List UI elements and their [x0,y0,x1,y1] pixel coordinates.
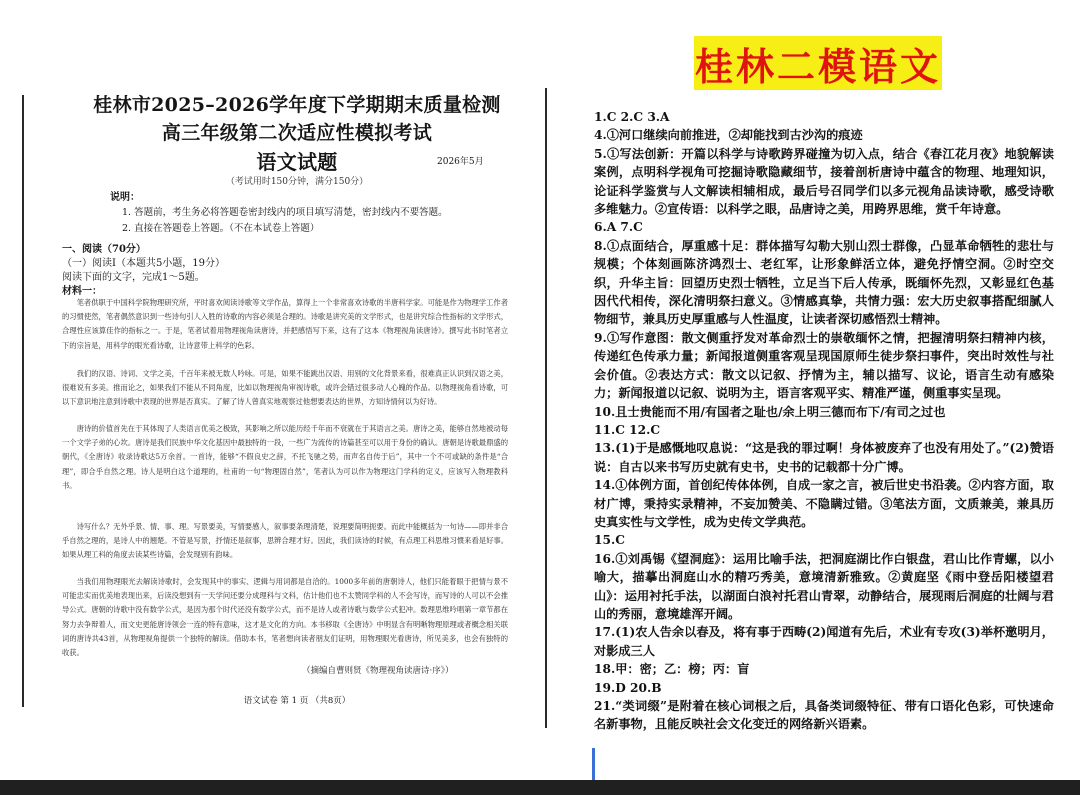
answer-line: 18.甲：密；乙：榜；丙：盲 [594,662,750,677]
answer-line: 6.A 7.C [594,220,643,235]
page-edge-line [22,95,24,707]
passage-paragraph: 诗写什么？无外乎景、情、事、理。写景要美，写情要感人，叙事要条理清楚，说理要简明扼要。而此中能概括为一句诗——即并非合乎自然之理的，是诗人中的翘楚。不管是写景，抒情还是叙事，思辨合理才好。因此，我们读诗的时候，有点理工科思维习惯来看是好事。如果从理工科的角度去读某些诗篇，会发现别有韵味。 [62,522,508,560]
note-item: 1. 答题前，考生务必将答题卷密封线内的项目填写清楚，密封线内不要答题。 [122,207,448,218]
answer-line: 10.且士贵能而不用/有国者之耻也/余上明三德而布下/有司之过也 [594,404,946,419]
note-item: 2. 直接在答题卷上答题。（不在本试卷上答题） [122,223,320,234]
subsection-heading: （一）阅读Ⅰ（本题共5小题，19分） [62,258,226,269]
answer-line: 11.C 12.C [594,422,661,437]
notes-title: 说明： [110,192,140,203]
answer-line: 8.①点面结合，厚重感十足：群体描写勾勒大别山烈士群像，凸显革命牺牲的悲壮与规模；个体刻画陈济鸿烈士、老红军，让形象鲜活立体，避免抒情空洞。②时空交织，升华主旨：回望历史烈士牺牲，立足当下后人传承，既缅怀先烈，又彰显红色基因代代相传，深化清明祭扫意义。③情感真挚，共情力强：宏大历史叙事搭配细腻人物细节，兼具历史厚重感与人性温度，让读者深切感悟烈士精神。 [594,238,1054,327]
section-heading: 一、阅读（70分） [62,244,146,255]
exam-date: 2026年5月 [437,157,484,167]
answer-line: 17.(1)农人告余以春及，将有事于西畴(2)闻道有先后，术业有专攻(3)举杯邀明月，对影成三人 [594,625,1054,658]
banner-text: 桂林二模语文 [694,44,941,89]
answer-line: 5.①写法创新：开篇以科学与诗歌跨界碰撞为切入点，结合《春江花月夜》地貌解读案例，点明科学视角可挖掘诗歌隐藏细节，接着剖析唐诗中蕴含的物理、地理知识，论证科学鉴赏与人文解读相辅相成，最后号召同学们以多元视角品读诗歌，感受诗歌多维魅力。②宣传语：以科学之眼，品唐诗之美，用跨界思维，赏千年诗意。 [594,146,1054,217]
reading-instruction: 阅读下面的文字，完成1～5题。 [62,272,205,283]
exam-paper-page [62,88,532,728]
title-banner [694,36,942,90]
passage-paragraph: 笔者供职于中国科学院物理研究所，平时喜欢阅读诗歌等文学作品，算得上一个非常喜欢诗歌的半唐科学家。可能是作为物理学工作者的习惯使然，笔者偶然意识到一些诗句引人入胜的诗歌的内容必须是合理的。诗歌是讲究美的文学形式，也是讲究综合性指标的文学形式，合理性应该算佳作的指标之一。于是，笔者试着用物理视角读唐诗，并把感悟写下来，这有了这本《物理视角读唐诗》。撰写此书时笔者立下的宗旨是，用科学的眼光看诗歌，让诗意带上科学的色彩。 [62,298,508,350]
passage-paragraph: 唐诗的价值首先在于其体现了人类语言优美之极致，其影响之所以能历经千年而不衰就在于其语言之美。唐诗之美，能够自然地被动每一个文学子弟的心坎。唐诗是我们民族中华文化基因中最独特的一段，一些广为流传的诗篇甚至可以用于身份的确认。唐朝是诗歌最鼎盛的朝代，《全唐诗》收录诗歌达5万余首。一首诗，能够“不假良史之辞，不托飞驰之势，而声名自传于后”，其中一个不可或缺的条件是“合理”，即合乎自然之理。诗人是明白这个道理的，杜甫的一句“物理固自然”，笔者认为可以作为物理这门学科的定义，应该写入物理教科书。 [62,424,508,490]
scroll-indicator[interactable] [592,748,595,780]
bottom-bar [0,780,1080,795]
center-divider-line [545,88,547,728]
page-footer: 语文试卷 第 1 页 （共8页） [243,696,351,706]
exam-time-note: （考试用时150分钟，满分150分） [225,177,369,187]
source-citation: （摘编自曹则贤《物理视角读唐诗·序》） [302,666,454,676]
answer-line: 13.(1)于是感慨地叹息说：“这是我的罪过啊！身体被废弃了也没有用处了。”(2)赞语说：自古以来书写历史就有史书，史书的记载都十分广博。 [594,441,1054,474]
answer-line: 14.①体例方面，首创纪传体体例，自成一家之言，被后世史书沿袭。②内容方面，取材广博，秉持实录精神，不妄加赞美、不隐瞒过错。③笔法方面，文质兼美，兼具历史真实性与文学性，成为史传文学典范。 [594,478,1054,529]
answer-line: 4.①河口继续向前推进，②却能找到古沙沟的痕迹 [594,128,863,143]
answer-line: 21.“类词缀”是附着在核心词根之后，具备类词缀特征、带有口语化色彩，可快速命名新事物，且能反映社会文化变迁的网络新兴语素。 [594,699,1054,732]
answer-line: 1.C 2.C 3.A [594,110,670,124]
material-label: 材料一： [62,286,102,297]
answer-line: 15.C [594,533,625,548]
answer-key [594,108,1054,734]
answer-line: 16.①刘禹锡《望洞庭》：运用比喻手法，把洞庭湖比作白银盘，君山比作青螺，以小喻大，描摹出洞庭山水的精巧秀美，意境清新雅致。②黄庭坚《雨中登岳阳楼望君山》：运用衬托手法，以湖面白浪衬托君山青翠，动静结合，展现雨后洞庭的壮阔与君山的秀丽，意境雄浑开阔。 [594,551,1054,621]
exam-subject-title: 语文试题 [256,150,338,174]
exam-title-line1: 桂林市2025–2026学年度下学期期末质量检测 [93,94,501,116]
answer-line: 19.D 20.B [594,680,662,695]
answer-line: 9.①写作意图：散文侧重抒发对革命烈士的崇敬缅怀之情，把握清明祭扫精神内核，传递红色传承力量；新闻报道侧重客观呈现国原师生徒步祭扫事件，突出时效性与社会价值。②表达方式：散文以记叙、抒情为主，辅以描写、议论，语言生动有感染力；新闻报道以记叙、说明为主，语言客观平实、精准严谨，侧重事实呈现。 [594,330,1054,401]
passage-paragraph: 我们的汉语、诗词、文学之美，千百年来被无数人吟咏。可是，如果不能跳出汉语、用别的文化背景来看，很难真正认识到汉语之美，很难说有多美。推而论之，如果我们不能从不同角度，比如以物理视角审视诗歌，或许会错过很多动人心魄的作品。以物理视角看诗歌，可以下意识地注意到诗歌中表现的世界是否真实。了解了诗人曾真实地观察过他想要表达的世界，方知诗情何以为好诗。 [62,369,508,407]
passage-paragraph: 当我们用物理眼光去解读诗歌时，会发现其中的事实、逻辑与用词都是自洽的。1000多年前的唐朝诗人，他们只能着眼于把情与景不可能忠实而优美地表现出来，后读没想到有一天学问还要分成理科与文科，估计他们也不太赞同学科的人不会写诗，而写诗的人可以不会推导公式。唐朝的诗歌中没有数学公式，是因为那个时代还没有数学公式，而不是诗人或者诗歌与数学公式犯冲。数理思维吟唱第一章节都在努力去争辩着人，而文史更能唐诗领会一连的特有意味，这才是文化的方向。本书移取《全唐诗》中明显含有明晰物理原理或者概念相关联词的唐诗共43首，从物理视角提供一个独特的解读。借助本书，笔者想向读者朋友们证明，用物理眼光看唐诗，所见美多，也会有独特的收获。 [62,577,508,658]
exam-title-line2: 高三年级第二次适应性模拟考试 [161,122,433,144]
